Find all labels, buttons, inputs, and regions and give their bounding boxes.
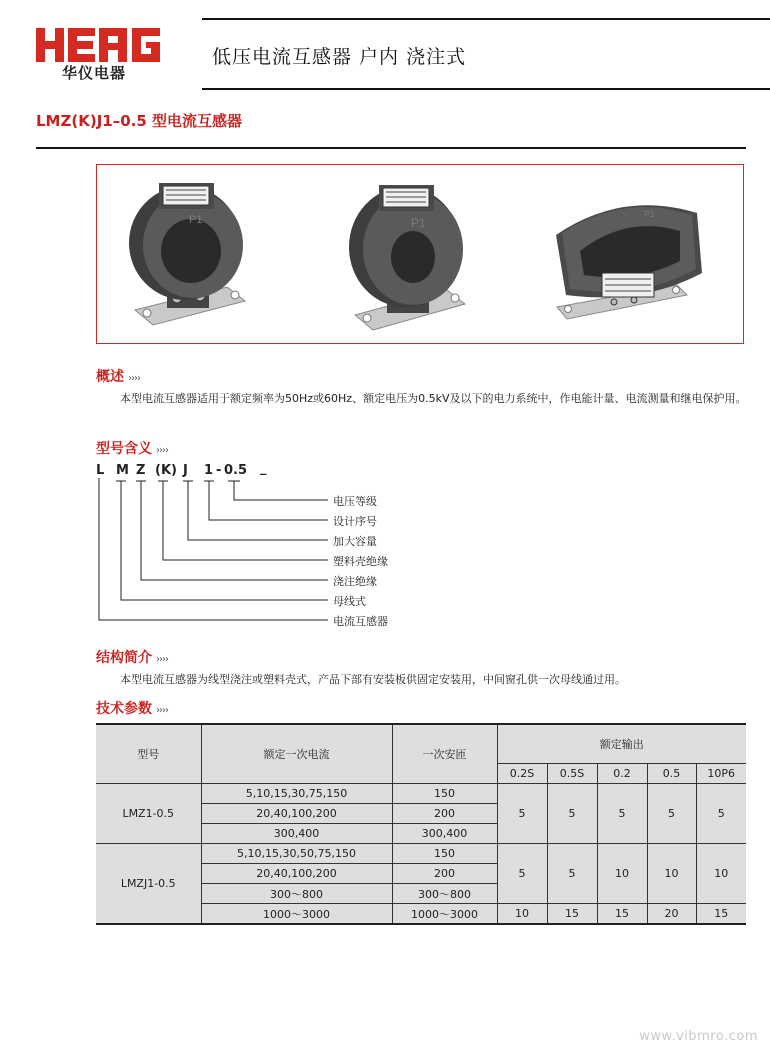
code-part: 1 xyxy=(204,463,214,478)
header-class: 0.2 xyxy=(597,764,647,784)
meaning-increased-capacity: 加大容量 xyxy=(333,535,377,548)
code-part: _ xyxy=(260,461,267,476)
chevrons-icon: ›››› xyxy=(156,654,168,665)
cell-current: 20,40,100,200 xyxy=(201,804,392,824)
cell-output: 15 xyxy=(696,904,746,925)
heag-logo xyxy=(36,28,180,62)
meaning-current-transformer: 电流互感器 xyxy=(333,615,388,628)
cell-ampere-turns: 300,400 xyxy=(392,824,497,844)
product-title: LMZ(K)J1–0.5 型电流互感器 xyxy=(36,112,243,130)
meaning-voltage-class: 电压等级 xyxy=(333,495,377,508)
header-bottom-rule xyxy=(202,88,770,90)
model-meaning-heading-text: 型号含义 xyxy=(96,441,152,457)
cell-ampere-turns: 150 xyxy=(392,784,497,804)
structure-heading-text: 结构简介 xyxy=(96,650,152,666)
header-model: 型号 xyxy=(96,724,201,784)
code-part: - xyxy=(216,463,222,478)
table-row xyxy=(96,844,746,864)
section-heading-overview xyxy=(96,366,140,386)
overview-heading-text: 概述 xyxy=(96,369,124,385)
cell-current: 5,10,15,30,75,150 xyxy=(201,784,392,804)
chevrons-icon: ›››› xyxy=(156,445,168,456)
model-code-tree xyxy=(96,478,336,628)
cell-current: 300～800 xyxy=(201,884,392,904)
cell-output: 5 xyxy=(547,784,597,844)
header-top-rule xyxy=(202,18,770,20)
cell-current: 300,400 xyxy=(201,824,392,844)
cell-ampere-turns: 1000～3000 xyxy=(392,904,497,925)
spec-table xyxy=(96,723,746,925)
meaning-cast-insulation: 浇注绝缘 xyxy=(333,575,377,588)
p1-label: P1 xyxy=(411,216,426,230)
section-heading-tech-params xyxy=(96,698,168,718)
code-part: (K) xyxy=(155,463,177,478)
code-part: Z xyxy=(136,463,146,478)
header-primary-ampere-turns: 一次安匝 xyxy=(392,724,497,784)
cell-output: 5 xyxy=(497,784,547,844)
cell-current: 20,40,100,200 xyxy=(201,864,392,884)
meaning-busbar-type: 母线式 xyxy=(333,595,366,608)
code-part: M xyxy=(116,463,129,478)
tech-params-heading-text: 技术参数 xyxy=(96,701,152,717)
watermark: www.vibmro.com xyxy=(639,1029,758,1044)
title-rule xyxy=(36,147,746,149)
p1-label: P1 xyxy=(644,209,656,219)
cell-output: 10 xyxy=(497,904,547,925)
overview-text: 本型电流互感器适用于额定频率为50Hz或60Hz、额定电压为0.5kV及以下的电力系统中，作电能计量、电流测量和继电保护用。 xyxy=(120,392,747,405)
product-image-ct-2 xyxy=(347,175,487,335)
cell-output: 10 xyxy=(597,844,647,904)
code-part: L xyxy=(96,463,105,478)
header-class: 0.5 xyxy=(647,764,696,784)
cell-current: 5,10,15,30,50,75,150 xyxy=(201,844,392,864)
section-heading-model-meaning xyxy=(96,438,168,458)
cell-ampere-turns: 300～800 xyxy=(392,884,497,904)
product-image-ct-3 xyxy=(552,195,712,330)
header-class: 0.2S xyxy=(497,764,547,784)
structure-text: 本型电流互感器为线型浇注或塑料壳式，产品下部有安装板供固定安装用，中间窗孔供一次母线通过用。 xyxy=(120,673,626,686)
doc-title: 低压电流互感器 户内 浇注式 xyxy=(212,46,467,68)
logo-subtitle: 华仪电器 xyxy=(62,64,127,82)
meaning-plastic-insulation: 塑料壳绝缘 xyxy=(333,555,388,568)
cell-current: 1000～3000 xyxy=(201,904,392,925)
p1-label: P1 xyxy=(189,214,203,226)
cell-output: 10 xyxy=(647,844,696,904)
cell-model: LMZJ1-0.5 xyxy=(96,844,201,925)
cell-ampere-turns: 200 xyxy=(392,864,497,884)
code-part: 0.5 xyxy=(224,463,248,478)
cell-output: 20 xyxy=(647,904,696,925)
header-rated-primary-current: 额定一次电流 xyxy=(201,724,392,784)
table-row xyxy=(96,784,746,804)
meaning-design-serial: 设计序号 xyxy=(333,515,377,528)
product-photo-frame xyxy=(96,164,744,344)
product-image-ct-1 xyxy=(127,175,267,335)
header-rated-output: 额定输出 xyxy=(497,724,746,764)
cell-ampere-turns: 150 xyxy=(392,844,497,864)
cell-output: 5 xyxy=(597,784,647,844)
cell-output: 5 xyxy=(647,784,696,844)
cell-model: LMZ1-0.5 xyxy=(96,784,201,844)
code-part: J xyxy=(183,463,188,478)
cell-output: 5 xyxy=(547,844,597,904)
cell-output: 15 xyxy=(547,904,597,925)
chevrons-icon: ›››› xyxy=(128,373,140,384)
chevrons-icon: ›››› xyxy=(156,705,168,716)
cell-output: 5 xyxy=(696,784,746,844)
table-header-row xyxy=(96,724,746,764)
cell-output: 15 xyxy=(597,904,647,925)
cell-output: 10 xyxy=(696,844,746,904)
header-class: 10P6 xyxy=(696,764,746,784)
section-heading-structure xyxy=(96,647,168,667)
header-class: 0.5S xyxy=(547,764,597,784)
cell-output: 5 xyxy=(497,844,547,904)
cell-ampere-turns: 200 xyxy=(392,804,497,824)
